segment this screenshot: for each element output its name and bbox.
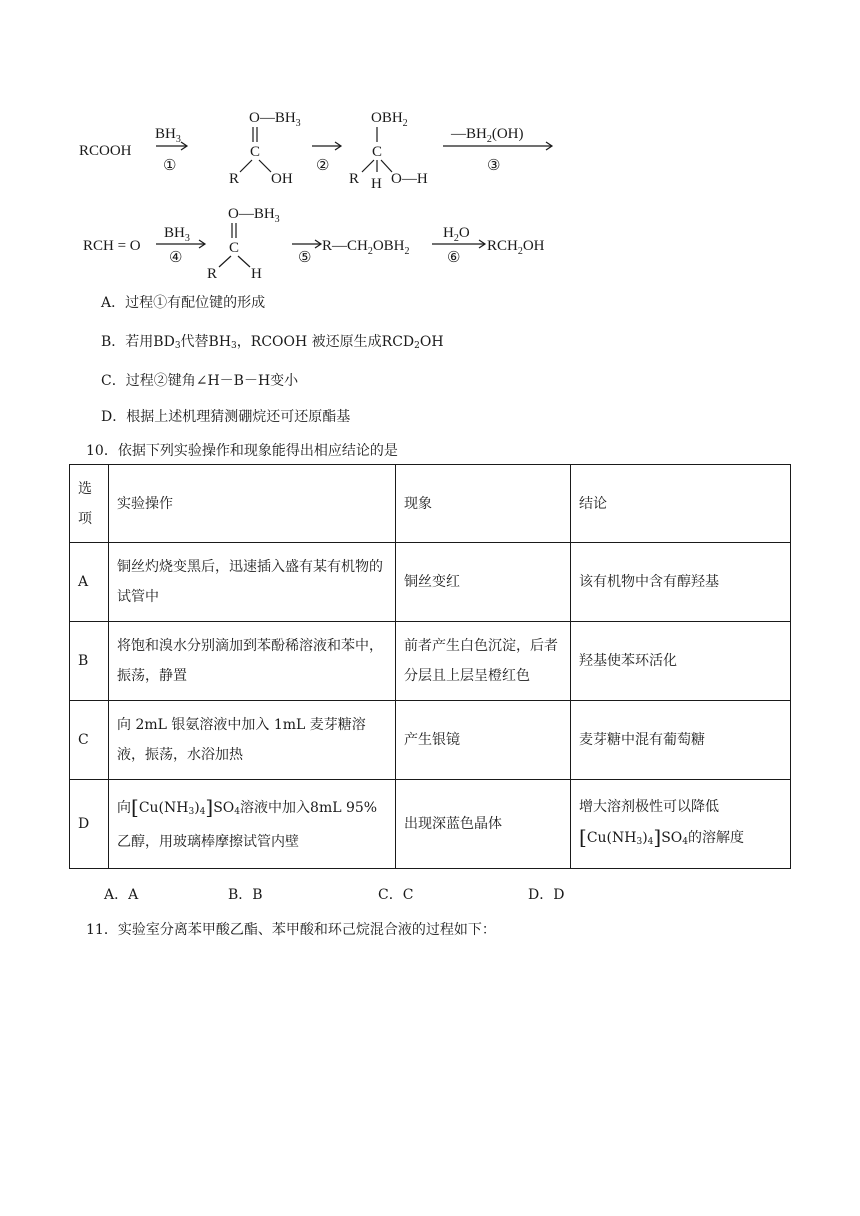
row-c-operation: 向 2mL 银氨溶液中加入 1mL 麦芽糖溶液，振荡，水浴加热: [109, 701, 396, 780]
rcooh-label: RCOOH: [79, 143, 132, 159]
int2-h: H: [371, 176, 382, 192]
step-4: ④: [169, 250, 183, 266]
row-d-operation: 向$[Cu(NH_3)_4]SO_4$溶液中加入8mL 95%乙醇，用玻璃棒摩擦试管内壁: [109, 780, 396, 869]
int3-top: $O—BH_3$: [228, 206, 280, 225]
product-6: $RCH_2OH$: [487, 238, 545, 257]
row-b-phenomenon: 前者产生白色沉淀，后者分层且上层呈橙红色: [396, 622, 571, 701]
answer-c: C．C: [378, 887, 414, 903]
answer-d: D．D: [528, 887, 565, 903]
row-a-operation: 铜丝灼烧变黑后，迅速插入盛有某有机物的试管中: [109, 543, 396, 622]
question-10-stem: 10．依据下列实验操作和现象能得出相应结论的是: [86, 443, 398, 459]
rcho-label: RCH = O: [83, 238, 141, 254]
int1-c: C: [250, 144, 261, 160]
int2-r: R: [349, 171, 360, 187]
row-a-conclusion: 该有机物中含有醇羟基: [571, 543, 791, 622]
table-header-row: [70, 465, 791, 543]
experiment-table: [69, 464, 791, 869]
step-1: ①: [163, 158, 177, 174]
int3-r: R: [207, 266, 218, 282]
step-5: ⑤: [298, 250, 312, 266]
int1-r: R: [229, 171, 240, 187]
step-3: ③: [487, 158, 501, 174]
row-d-phenomenon: 出现深蓝色晶体: [396, 780, 571, 869]
table-row: [70, 543, 791, 622]
reaction-scheme: [0, 0, 860, 290]
row-b-option: B: [70, 622, 109, 701]
row-b-operation: 将饱和溴水分别滴加到苯酚稀溶液和苯中，振荡，静置: [109, 622, 396, 701]
row-d-option: D: [70, 780, 109, 869]
step-6: ⑥: [447, 250, 461, 266]
step-2: ②: [316, 158, 330, 174]
product-5: $R—CH_2OBH_2$: [322, 238, 410, 257]
option-c: C．过程②键角∠H－B－H变小: [101, 373, 299, 389]
row-d-conclusion: 增大溶剂极性可以降低$[Cu(NH_3)_4]SO_4$的溶解度: [571, 780, 791, 869]
header-conclusion: 结论: [571, 465, 791, 543]
table-row: [70, 701, 791, 780]
row-c-option: C: [70, 701, 109, 780]
row-a-option: A: [70, 543, 109, 622]
table-row: [70, 622, 791, 701]
option-b: B．若用$BD_3$代替$BH_3$，RCOOH 被还原生成$RCD_2OH$: [101, 334, 444, 351]
header-phenomenon: 现象: [396, 465, 571, 543]
int3-h: H: [251, 266, 262, 282]
row-b-conclusion: 羟基使苯环活化: [571, 622, 791, 701]
table-row: [70, 780, 791, 869]
int1-top: $O—BH_3$: [249, 110, 301, 129]
reagent-bh3-2: $BH_3$: [164, 225, 190, 244]
reagent-h2o: $H_2O$: [443, 225, 470, 244]
int2-top: $OBH_2$: [371, 110, 408, 129]
row-a-phenomenon: 铜丝变红: [396, 543, 571, 622]
option-d: D．根据上述机理猜测硼烷还可还原酯基: [101, 409, 351, 425]
reagent-bh3-1: $BH_3$: [155, 126, 181, 145]
row-c-conclusion: 麦芽糖中混有葡萄糖: [571, 701, 791, 780]
int2-c: C: [372, 144, 383, 160]
reagent-3: $—BH_2(OH)$: [451, 126, 524, 145]
option-a: A．过程①有配位键的形成: [101, 295, 266, 311]
row-c-phenomenon: 产生银镜: [396, 701, 571, 780]
int2-oh: O—H: [391, 171, 428, 187]
header-option: 选项: [70, 465, 109, 543]
int1-oh: OH: [271, 171, 293, 187]
int3-c: C: [229, 240, 240, 256]
answer-b: B．B: [228, 887, 263, 903]
answer-a: A．A: [104, 887, 139, 903]
question-11-stem: 11．实验室分离苯甲酸乙酯、苯甲酸和环己烷混合液的过程如下：: [86, 922, 496, 938]
header-operation: 实验操作: [109, 465, 396, 543]
